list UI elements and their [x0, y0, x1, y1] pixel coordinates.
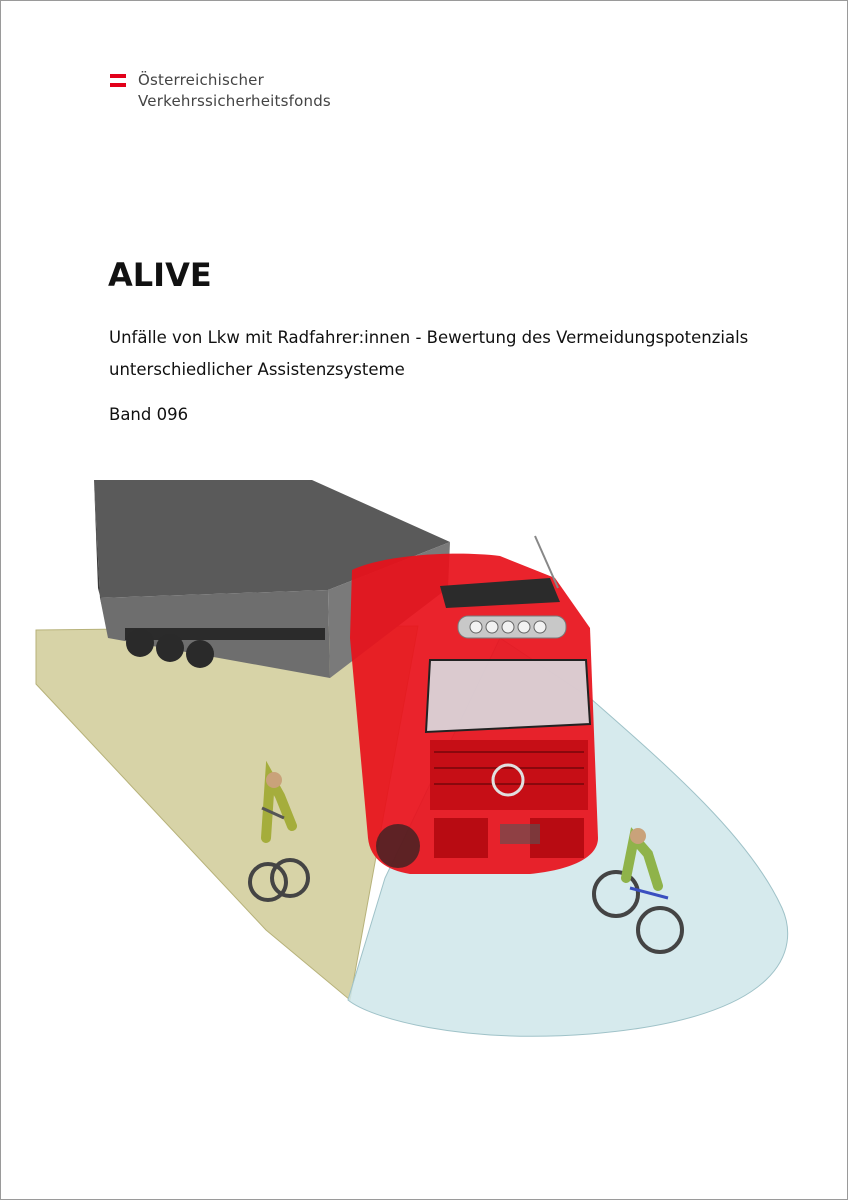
- subtitle-line1: Unfälle von Lkw mit Radfahrer:innen - Bewertung des Vermeidungspotenzials: [109, 328, 749, 347]
- subtitle-line2: unterschiedlicher Assistenzsysteme: [109, 360, 405, 379]
- truck-cyclist-illustration: [30, 478, 810, 1048]
- organization-name: [138, 70, 331, 112]
- truck-cab: [350, 536, 598, 874]
- austria-flag-icon: [110, 74, 126, 87]
- band-number: Band 096: [109, 405, 189, 424]
- organization-name-line2: Verkehrssicherheitsfonds: [138, 92, 331, 110]
- document-subtitle: [109, 322, 789, 386]
- document-title: ALIVE: [108, 256, 212, 294]
- organization-logo: [110, 70, 331, 112]
- organization-name-line1: Österreichischer: [138, 71, 264, 89]
